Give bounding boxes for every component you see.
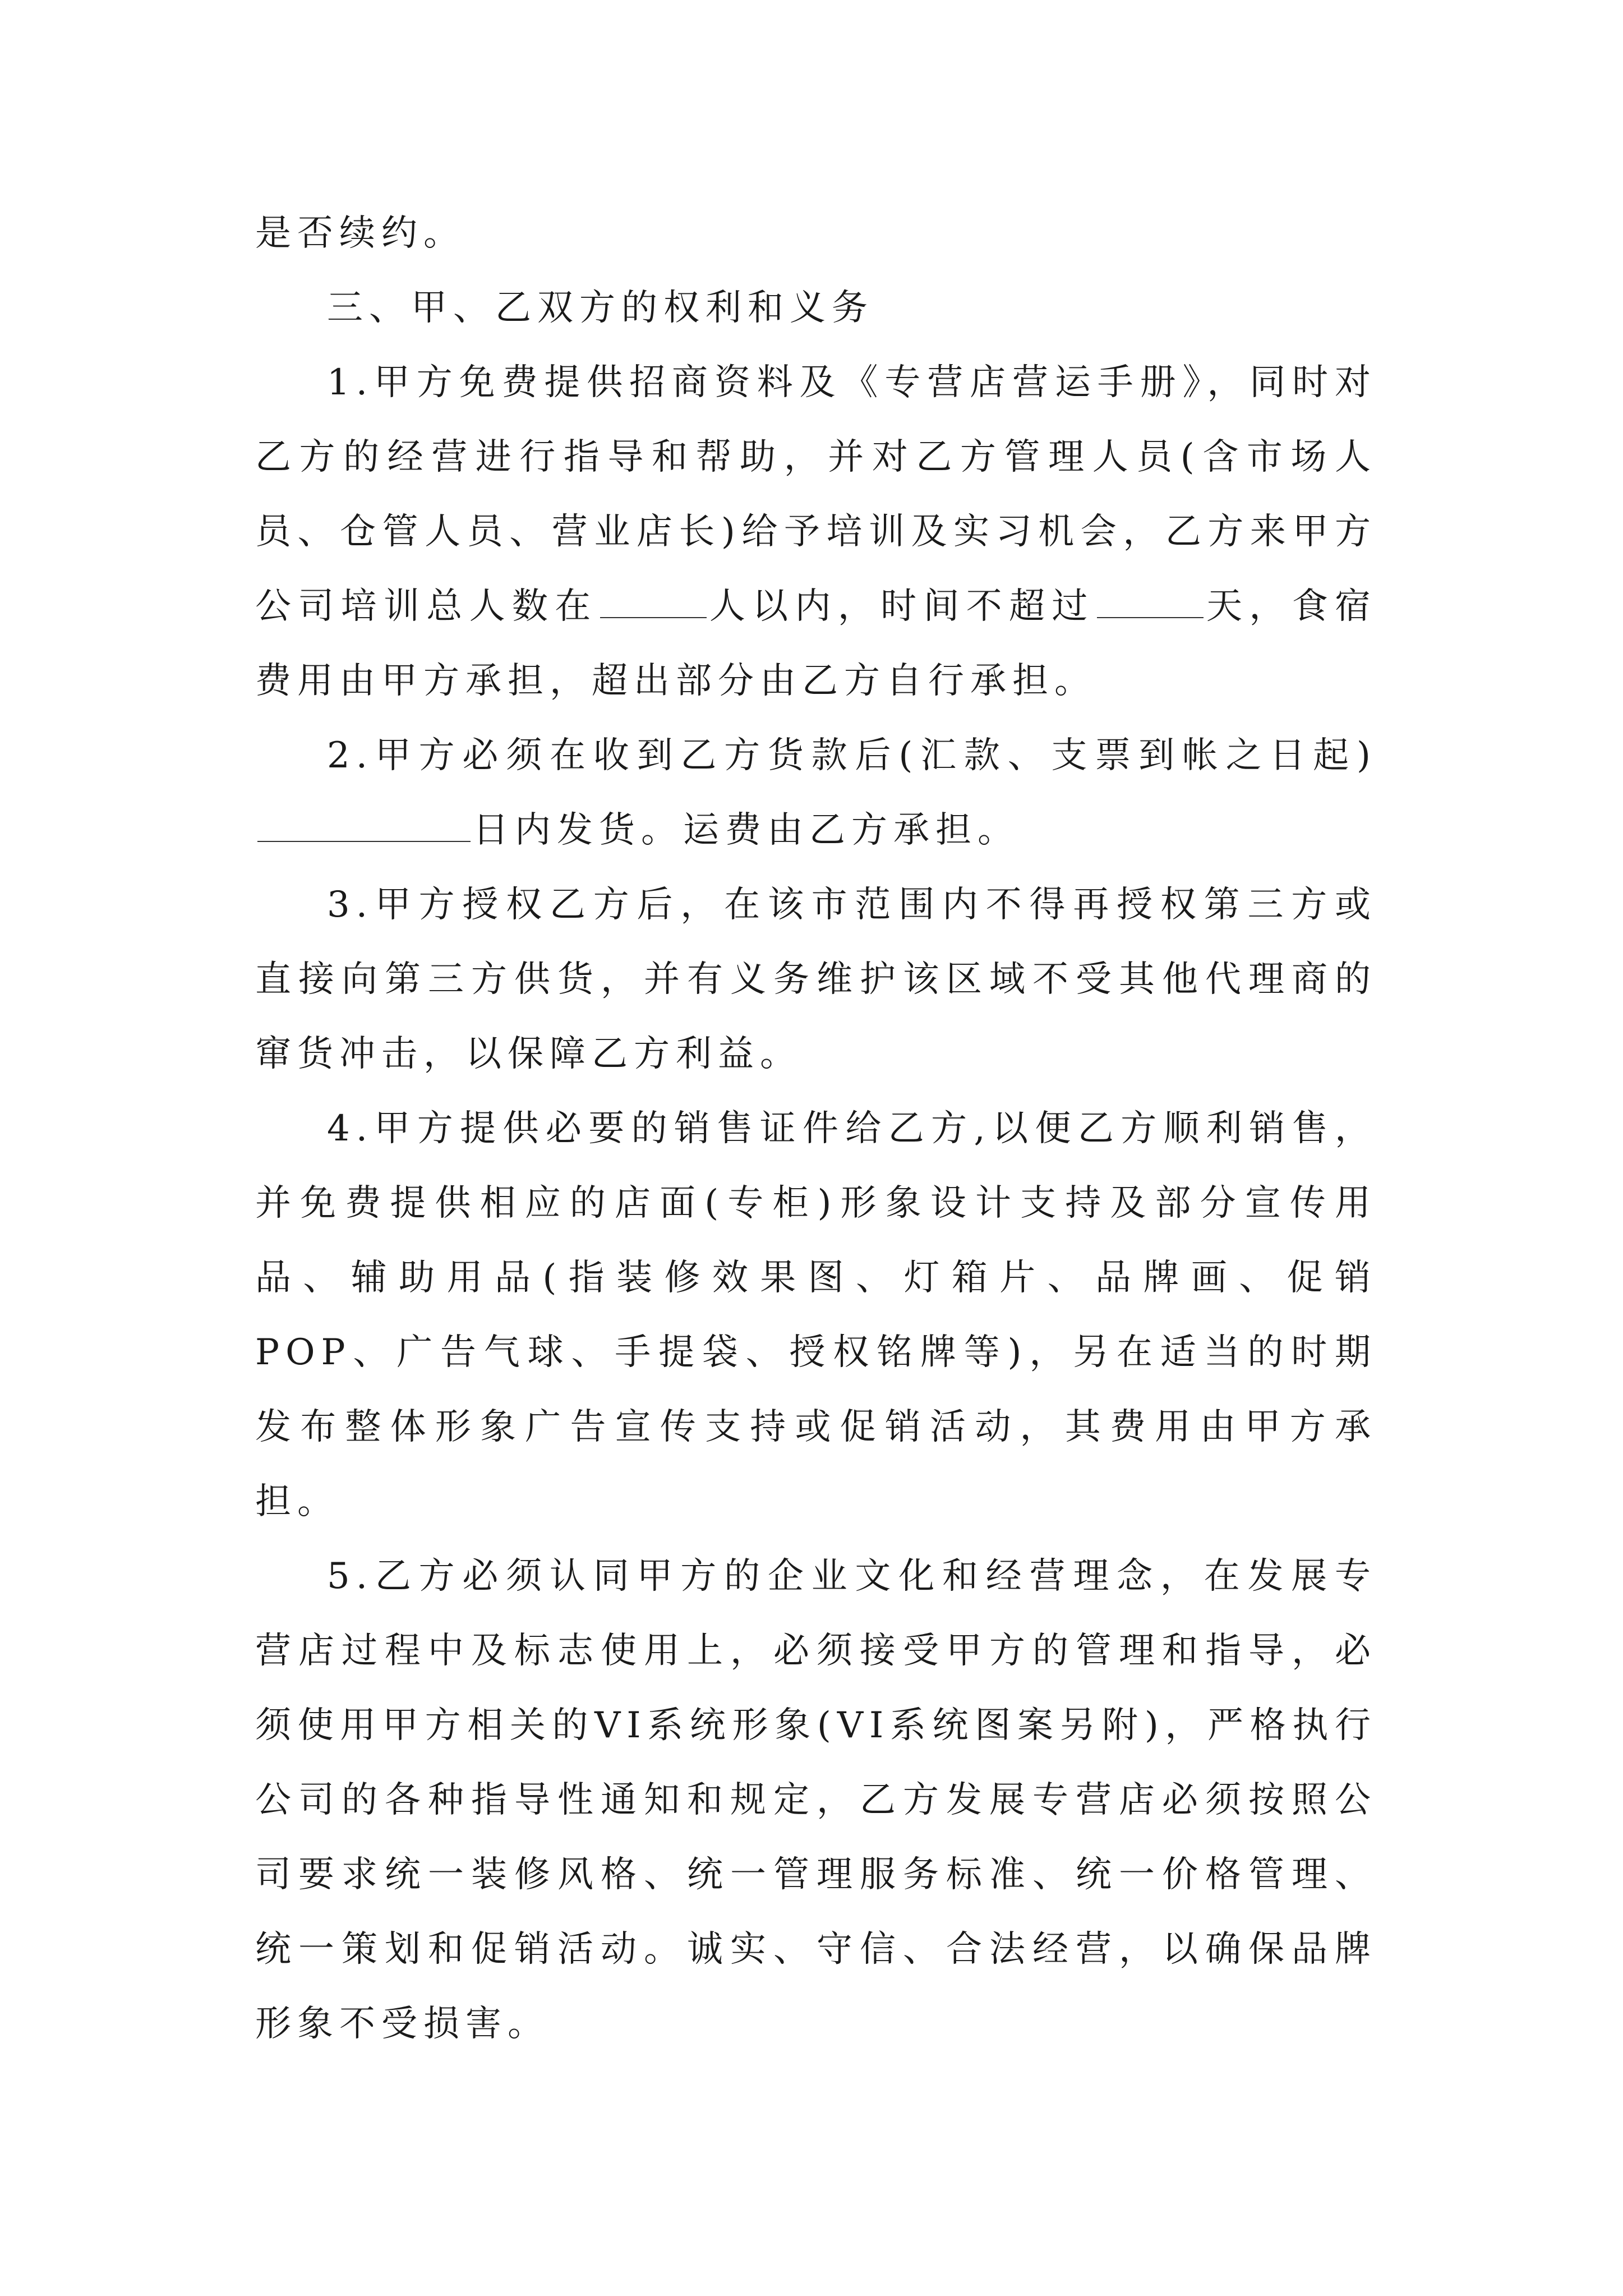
clause-4: 4.甲方提供必要的销售证件给乙方,以便乙方顺利销售，并免费提供相应的店面(专柜)形象设计支持及部分宣传用品、辅助用品(指装修效果图、灯箱片、品牌画、促销POP、广告气球、手提袋、授权铭牌等)，另在适当的时期发布整体形象广告宣传支持或促销活动，其费用由甲方承担。 (255, 1108, 1377, 1522)
section-heading: 三、甲、乙双方的权利和义务 (327, 287, 874, 329)
clause-3: 3.甲方授权乙方后，在该市范围内不得再授权第三方或直接向第三方供货，并有义务维护该区域不受其他代理商的窜货冲击，以保障乙方利益。 (255, 884, 1377, 1075)
clause-1-text-b: 人以内，时间不超过 (708, 586, 1095, 627)
clause-5: 5.乙方必须认同甲方的企业文化和经营理念，在发展专营店过程中及标志使用上，必须接受甲方的管理和指导，必须使用甲方相关的VI系统形象(VI系统图案另附)，严格执行公司的各种指导性通知和规定，乙方发展专营店必须按照公司要求统一装修风格、统一管理服务标准、统一价格管理、统一策划和促销活动。诚实、守信、合法经营，以确保品牌形象不受损害。 (255, 1556, 1377, 2045)
clause-2-text-b: 日内发货。运费由乙方承担。 (473, 809, 1020, 851)
clause-1-text-a: 1.甲方免费提供招商资料及《专营店营运手册》，同时对乙方的经营进行指导和帮助，并对乙方管理人员(含市场人员、仓管人员、营业店长)给予培训及实习机会，乙方来甲方公司培训总人数在 (255, 362, 1377, 627)
clause-1 (255, 346, 1377, 719)
blank-field-training-days (1097, 585, 1204, 618)
document-body (255, 196, 1377, 2062)
clause-1-text-c: 天，食宿费用由甲方承担，超出部分由乙方自行承担。 (255, 586, 1377, 702)
clause-2-text-a: 2.甲方必须在收到乙方货款后(汇款、支票到帐之日起) (327, 735, 1377, 776)
clause-2 (255, 719, 1377, 868)
blank-field-delivery-days (257, 808, 471, 842)
paragraph-continuation: 是否续约。 (255, 213, 465, 254)
blank-field-trainee-count (600, 585, 707, 618)
